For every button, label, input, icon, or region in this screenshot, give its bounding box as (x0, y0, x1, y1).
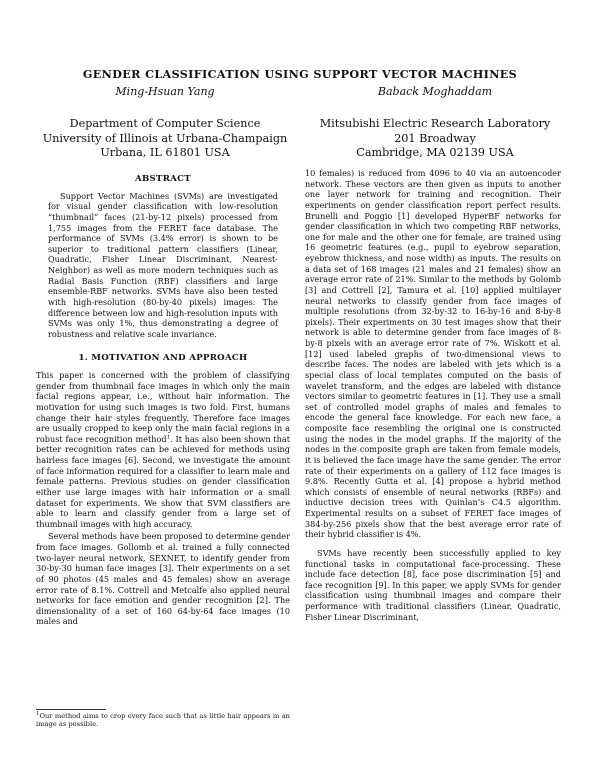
paper-title: GENDER CLASSIFICATION USING SUPPORT VECTOR MACHINES (82, 67, 518, 81)
section-paragraph: 10 females) is reduced from 4096 to 40 via an autoencoder network. These vectors are then given as inputs to another one layer network for training and recognition. Their experiments on gender classification report perfect results. Brunelli and Poggio [1] developed HyperBF networks for gender classification in which two competing RBF networks, one for male and the other one for female, are trained using 16 geometric features (e.g., pupil to eyebrow separation, eyebrow thickness, and nose width) as inputs. The results on a data set of 168 images (21 males and 21 females) show an average error rate of 21%. Similar to the methods by Golomb [3] and Cottrell [2], Tamura et al. [10] applied multilayer neural networks to classify gender from face images of multiple resolutions (from 32-by-32 to 16-by-16 and 8-by-8 pixels). Their experiments on 30 test images show that their network is able to determine gender from face images of 8-by-8 pixels with an average error rate of 7%. Wiskott et al. [12] used labeled graphs of two-dimensional views to describe faces. The nodes are labeled with jets which is a special class of local templates computed on the basis of wavelet transform, and the edges are labeled with distance vectors similar to geometric features in [1]. They use a small set of controlled model graphs of males and females to encode the general face knowledge. For each new face, a composite face resembling the original one is constructed using the nodes in the model graphs. If the majority of the nodes in the composite graph are taken from female models, it is believed the face image have the same gender. The error rate of their experiments on a gallery of 112 face images is 9.8%. Recently Gutta et al. [4] propose a hybrid method which consists of ensemble of neural networks (RBFs) and inductive decision trees with Quinlan’s C4.5 algorithm. Experimental results on a subset of FERET face images of 384-by-256 pixels show that the best average error rate of their hybrid classifier is 4%. (305, 168, 561, 540)
author-2-name: Baback Moghaddam (377, 85, 493, 98)
abstract-heading: ABSTRACT (135, 174, 191, 184)
affiliation-line: Cambridge, MA 02139 USA (356, 146, 514, 159)
section-paragraph (36, 370, 290, 529)
author-1-name: Ming-Hsuan Yang (115, 85, 215, 98)
affiliation-line: Mitsubishi Electric Research Laboratory (319, 117, 551, 130)
abstract-text: Support Vector Machines (SVMs) are investigated for visual gender classification with low-resolution “thumbnail” faces (21-by-12 pixels) processed from 1,755 images from the FERET face database. The performance of SVMs (3.4% error) is shown to be superior to traditional pattern classifiers (Linear, Quadratic, Fisher Linear Discriminant, Nearest-Neighbor) as well as more modern techniques such as Radial Basis Function (RBF) classifiers and large ensemble-RBF networks. SVMs have also been tested with high-resolution (80-by-40 pixels) images. The difference between low and high-resolution inputs with SVMs was only 1%, thus demonstrating a degree of robustness and relative scale invariance. (48, 190, 278, 339)
author-2-affiliation (310, 117, 560, 161)
paragraph-text: This paper is concerned with the problem of classifying gender from thumbnail face images in which only the main facial regions appear, i.e., without hair information. The motivation for using such images is two fold. First, humans change their hair styles frequently. Therefore face images are usually cropped to keep only the main facial regions in a robust face recognition method (36, 370, 290, 444)
left-column (36, 174, 290, 627)
affiliation-line: University of Illinois at Urbana-Champaign (42, 131, 288, 145)
affiliation-line: 201 Broadway (394, 131, 476, 145)
section-paragraph: SVMs have recently been successfully applied to key functional tasks in computational face-processing. These include face detection [8], face pose discrimination [5] and face recognition [9]. In this paper, we apply SVMs for gender classification using thumbnail images and compare their performance with traditional classifiers (Linear, Quadratic, Fisher Linear Discriminant, (305, 547, 561, 622)
footnote-text: Our method aims to crop every face such that as little hair appears in an image as possible. (36, 712, 290, 729)
author-1-affiliation (40, 117, 290, 161)
footnote-rule (36, 709, 106, 710)
section-paragraph: Several methods have been proposed to determine gender from face images. Gollomb et al. trained a fully connected two-layer neural network, SEXNET, to identify gender from 30-by-30 human face images [3]. Their experiments on a set of 90 photos (45 males and 45 females) show an average error rate of 8.1%. Cottrell and Metcalfe also applied neural networks for face emotion and gender recognition [2]. The dimensionality of a set of 160 64-by-64 face images (10 males and (36, 531, 290, 627)
footnote (36, 712, 290, 729)
right-column (305, 168, 561, 622)
affiliation-line: Urbana, IL 61801 USA (100, 146, 230, 159)
section-heading: 1. MOTIVATION AND APPROACH (78, 353, 248, 364)
affiliation-line: Department of Computer Science (69, 117, 261, 130)
abstract-body (36, 191, 290, 340)
paragraph-text: . It has also been shown that better recognition rates can be achieved for methods using hairless face images [6]. Second, we investigate the amount of face information required for a classifier to learn male and female patterns. Previous studies on gender classification either use large images with hair information or a small dataset for experiments. We show that SVM classifiers are able to learn and classify gender from a large set of thumbnail images with high accuracy. (36, 433, 290, 529)
footnote-mark: 1 (36, 710, 40, 717)
footnote-marker: 1 (166, 434, 171, 441)
